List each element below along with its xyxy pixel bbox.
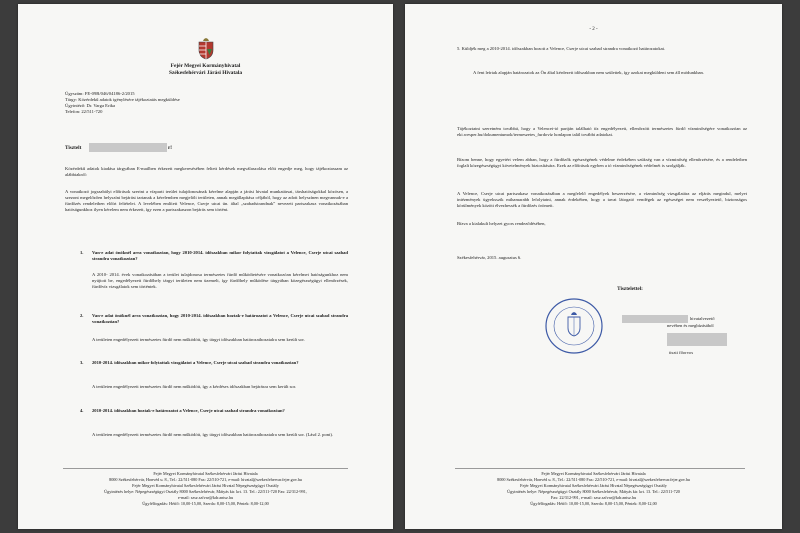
page-number: - 2 - xyxy=(589,27,598,32)
official-stamp-icon xyxy=(543,296,605,356)
answer-3: A területen engedélyezett természetes fürdő nem működött, így a kérdéses időszakban bejárásra sem került sor. xyxy=(92,384,297,389)
phone-line: Telefon: 22/511-720 xyxy=(65,109,103,114)
footer-line-1: Fejér Megyei Kormányhivatal Székesfehérvári Járási Hivatala xyxy=(153,471,258,476)
salutation-suffix: r! xyxy=(168,145,173,151)
letter-page-2 xyxy=(405,4,782,529)
subject-line: Tárgy: Közérdekű adatok igénylésére tájékoztatás megküldése xyxy=(65,97,180,102)
regards-line: Bízva a kialakult helyzet gyors rendeződésében, xyxy=(457,221,546,226)
footer-line-2: 8000 Székesfehérvár, Honvéd u. 8., Tel.: 22/511-080 Fax: 22/510-721, e-mail: hivatal@szekesfehervar.fejer.gov.hu xyxy=(109,477,302,482)
redacted-signatory-name xyxy=(622,315,688,323)
question-2: Van-e adat önöknél arra vonatkozóan, hogy 2010-2014. időszakban hoztak-e határozatot a Velence, Cserje utcai szabad strandra vonatkozóan? xyxy=(92,313,348,324)
signatory-role-line2: nevében és megbízásából xyxy=(667,323,714,328)
question-number-2: 2. xyxy=(80,313,84,318)
question-3: 2010-2014. időszakban mikor folytattak vizsgálatot a Velence, Cserje utcai szabad strandra vonatkozóan? xyxy=(92,360,299,365)
office-name-line2: Székesfehérvári Járási Hivatala xyxy=(168,70,243,76)
trust-paragraph: Bízom benne, hogy egyetért velem abban, hogy a fürdőzők egészségének védelme érdekében szükség van a vízminőség ellenőrzésére, és a rendeletben foglalt közegészségügyi követelmények biztosítására. Ezek az előírások egyben a tó vízminőségének védelmét is szolgálják. xyxy=(457,157,747,168)
answer-5: A fent leírtak alapján határozatok az Ön által kérdezett időszakban nem születtek, így azokat megküldeni sem áll módunkban. xyxy=(473,70,705,75)
footer-line-2: 8000 Székesfehérvár, Honvéd u. 8., Tel.: 22/511-080 Fax: 22/510-721, e-mail: hivatal@szekesfehervar.fejer.gov.hu xyxy=(497,477,690,482)
question-1: Van-e adat önöknél arra vonatkozóan, hogy 2010-2014. időszakban mikor folytattak vizsgálatot a Velence, Cserje utcai szabad strandra vonatkozóan? xyxy=(92,250,348,261)
case-number: Ügyszám: FE-09B/046/04186-2/2015 xyxy=(65,91,135,96)
place-date: Székesfehérvár, 2015. augusztus 6. xyxy=(457,255,522,260)
info-paragraph: Tájékoztatni szeretném továbbá, hogy a Velencei-tó partján található tíz engedélyezett, ellenőrzött természetes fürdő vízminőségére vonatkozóan az eki.wesper.hu/dokumentumok/termeszetes_furdovíz honlapon talál további adatokat. xyxy=(457,126,747,137)
closing-paragraph: A Velence, Cserje utcai partszakasz vonatkozásában a megfelelő engedélyek beszerzésére, a vízminőség vizsgálatára az eljárás megindul, melyet intézmények ügyeksszik mihamarabb lefolytatni, annak érdekében, hogy a tavat látogató vendégek az egészséget nem veszélyeztető, biztonságos körülmények között élvezhessék a fürdőzés örömeit. xyxy=(457,191,747,208)
coat-of-arms-icon xyxy=(196,38,216,60)
footer-line-5: Fax: 22/312-991, e-mail: szsz.szfvar@kdr.antsz.hu xyxy=(550,495,637,500)
footer-line-4: Ügyintézés helye: Népegészségügyi Osztály 8000 Székesfehérvár, Mátyás kir. krt. 13. Tel.: 22/511-720 xyxy=(507,489,680,494)
footer-line-3: Fejér Megyei Kormányhivatal Székesfehérvári Járási Hivatal Népegészségügyi Osztály xyxy=(520,483,667,488)
regulation-paragraph: A vonatkozó jogszabályi előírások szerint a vízparti terület tulajdonosának kérelme alapján a járási hivatal munkatársai, társhatóságokkal közösen, a szezont megelőzően helyszíni bejárást tartanak a kérelemben megjelölt területen, annak megállapítása céljából, hogy az adott helyszínen megvannak-e a fürdőzés rendeletben előírt feltételei. A levelében említett Velence, Cserje utcai ún. által „szabadstrandnak” nevezett partszakasz vonatkozásában hatóságunkhoz ilyen kérelem nem érkezett, így ezen a partszakaszon bejárás sem történt. xyxy=(65,189,348,212)
signatory-title: tiszti főorvos xyxy=(669,350,694,355)
answer-4: A területen engedélyezett természetes fürdő nem működött, így tárgyi időszakban határozathozatalra sem került sor. (Lásd 2. pont). xyxy=(92,432,334,437)
answer-2: A területen engedélyezett természetes fürdő nem működött, így tárgyi időszakban határozathozatalra sem került sor. xyxy=(92,337,305,342)
footer-line-3: Fejér Megyei Kormányhivatal Székesfehérvári Járási Hivatal Népegészségügyi Osztály xyxy=(132,483,279,488)
footer-line-5: e-mail: szsz.szfvar@kdr.antsz.hu xyxy=(177,495,234,500)
intro-paragraph: Közérdekű adatok kiadása tárgyában E-mailben érkezett megkeresésében feltett kérdések megválaszolása előtt engedje meg, hogy tájékoztassam az alábbiakról: xyxy=(65,166,348,177)
question-number-3: 3. xyxy=(80,360,84,365)
case-officer: Ügyintéző: Dr. Varga Erika xyxy=(65,103,116,108)
signatory-role-line1: hivatalvezető xyxy=(690,316,715,321)
question-5: 5. Küldjék meg a 2010-2014. időszakban hozott a Velence, Cserje utcai szabad strandra vonatkozó határozatokat. xyxy=(457,46,666,51)
redacted-name xyxy=(89,143,167,152)
footer-divider xyxy=(455,468,745,469)
question-number-1: 1. xyxy=(80,250,84,255)
salutation-prefix: Tisztelt xyxy=(65,145,82,151)
letter-page-1 xyxy=(18,4,393,529)
sign-greeting: Tisztelettel: xyxy=(617,286,643,292)
question-4: 2010-2014. időszakban hoztak-e határozatot a Velence, Cserje utcai szabad strandra vonatkozóan? xyxy=(92,408,285,413)
footer-divider xyxy=(63,468,348,469)
answer-1: A 2010- 2014. évek vonatkozásában a terület tulajdonosa természetes fürdő működtetésére vonatkozóan kérelmet hatóságunkhoz nem nyújtott be, engedélyezett fürdőhely tárgyi területen nem üzemelt, így fürdőhely működése tárgyában közegészségügyi ellenőrzések, fürdővíz vizsgálatok sem történtek. xyxy=(92,272,348,289)
footer-line-4: Ügyintézés helye: Népegészségügyi Osztály 8000 Székesfehérvár, Mátyás kir. krt. 13. Tel.: 22/511-720 Fax: 22/312-991, xyxy=(104,489,307,494)
office-name-line1: Fejér Megyei Kormányhivatal xyxy=(170,63,241,69)
redacted-signature xyxy=(667,333,727,346)
footer-line-1: Fejér Megyei Kormányhivatal Székesfehérvári Járási Hivatala xyxy=(541,471,646,476)
footer-line-6: Ügyfélfogadás: Hétfő: 10,00-15,00, Szerda: 8,00-15,00, Péntek: 8,00-12,00 xyxy=(530,501,657,506)
footer-line-6: Ügyfélfogadás: Hétfő: 10,00-15,00, Szerda: 8,00-15,00, Péntek: 8,00-12,00 xyxy=(142,501,269,506)
question-number-4: 4. xyxy=(80,408,84,413)
